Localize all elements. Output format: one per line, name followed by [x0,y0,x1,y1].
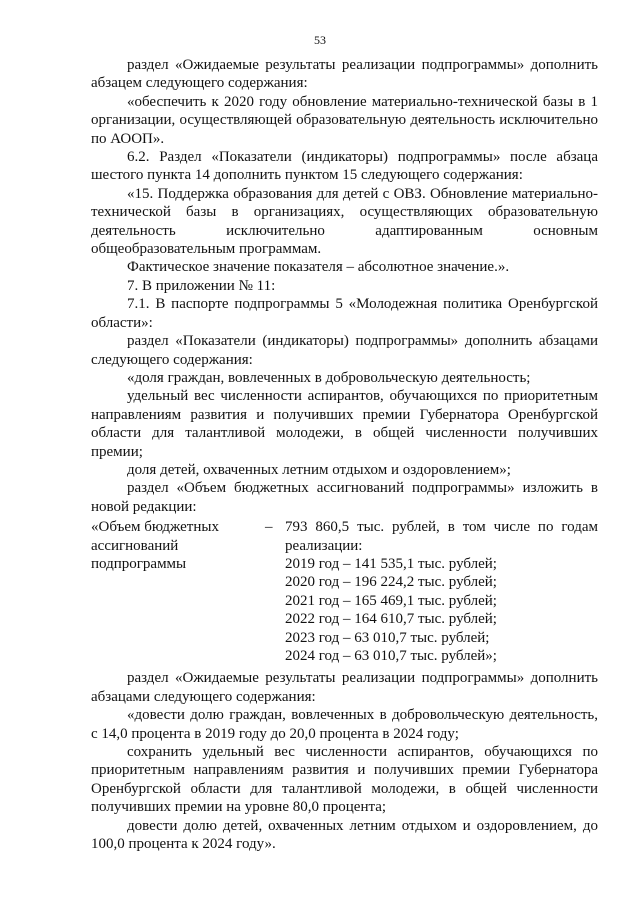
budget-total: 793 860,5 тыс. рублей, в том числе по годам реализации: [285,519,598,554]
paragraph: удельный вес численности аспирантов, обучающихся по приоритетным направлениям развития и получивших премии Губернатора Оренбургской области для талантливой молодежи, в общей численности получивших премии; [91,388,598,460]
budget-year-row: 2022 год – 164 610,7 тыс. рублей; [285,611,497,628]
budget-label-line: ассигнований [91,537,179,554]
paragraph: «доля граждан, вовлеченных в добровольческую деятельность; [127,369,531,386]
paragraph: довести долю детей, охваченных летним отдыхом и оздоровлением, до 100,0 процента к 2024 году». [91,817,598,853]
paragraph: «обеспечить к 2020 году обновление материально-технической базы в 1 организации, осуществляющей образовательную деятельность исключительно по АООП». [91,93,598,147]
paragraph: раздел «Ожидаемые результаты реализации подпрограммы» дополнить абзацами следующего содержания: [91,670,598,705]
budget-label [91,518,265,665]
budget-year-row: 2020 год – 196 224,2 тыс. рублей; [285,574,497,591]
page-number: 53 [314,33,326,47]
budget-year-row: 2021 год – 165 469,1 тыс. рублей; [285,592,497,609]
paragraph: «довести долю граждан, вовлеченных в добровольческую деятельность, с 14,0 процента в 2019 году до 20,0 процента в 2024 году; [91,707,598,742]
paragraph: раздел «Показатели (индикаторы) подпрограммы» дополнить абзацами следующего содержания: [91,333,598,368]
budget-year-row: 2023 год – 63 010,7 тыс. рублей; [285,629,490,646]
paragraph: раздел «Ожидаемые результаты реализации подпрограммы» дополнить абзацем следующего содержания: [91,57,598,92]
budget-year-row: 2024 год – 63 010,7 тыс. рублей»; [285,648,497,664]
paragraph: сохранить удельный вес численности аспирантов, обучающихся по приоритетным направлениям развития и получивших премии Губернатора Оренбургской области для талантливой молодежи, в общей численности получивших премии на уровне 80,0 процента; [91,744,598,816]
paragraph: доля детей, охваченных летним отдыхом и оздоровлением»; [127,461,511,478]
paragraph: 7. В приложении № 11: [127,277,276,294]
paragraph: раздел «Объем бюджетных ассигнований подпрограммы» изложить в новой редакции: [91,480,598,515]
document-body [91,56,598,853]
budget-values [285,518,598,665]
budget-block [91,518,598,665]
paragraph: 7.1. В паспорте подпрограммы 5 «Молодежная политика Оренбургской области»: [91,296,598,331]
budget-label-line: подпрограммы [91,555,187,572]
budget-dash: – [265,519,273,536]
paragraph: «15. Поддержка образования для детей с ОВЗ. Обновление материально-технической базы в организациях, осуществляющих образовательную деятельность исключительно адаптированным основным общеобразовательным программам. [91,185,598,258]
budget-year-row: 2019 год – 141 535,1 тыс. рублей; [285,555,497,572]
budget-label-line: «Объем бюджетных [91,519,219,536]
paragraph: Фактическое значение показателя – абсолютное значение.». [127,259,510,276]
paragraph: 6.2. Раздел «Показатели (индикаторы) подпрограммы» после абзаца шестого пункта 14 дополнить пунктом 15 следующего содержания: [91,149,598,184]
